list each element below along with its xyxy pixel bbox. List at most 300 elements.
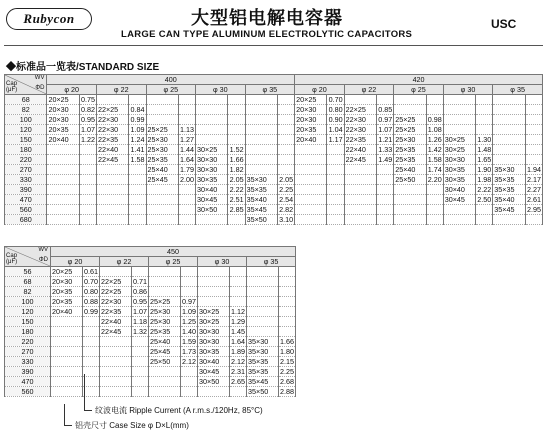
ripple-current-cell: 1.29: [231, 317, 245, 326]
ripple-current-cell: 2.27: [527, 185, 541, 194]
case-size-cell: 35×35: [245, 185, 277, 195]
ripple-current-cell: 2.31: [231, 367, 245, 376]
table-row: [5, 95, 543, 105]
ripple-current-cell: [327, 165, 344, 175]
ripple-current-cell: 1.64: [231, 337, 245, 346]
case-size-cell: [149, 287, 181, 297]
case-size-cell: [146, 95, 178, 105]
ripple-current-cell: 0.88: [84, 297, 98, 306]
ripple-current-cell: 1.26: [427, 135, 442, 144]
case-size-cell: 30×25: [443, 145, 475, 155]
case-size-cell: 25×25: [394, 115, 426, 125]
ripple-current-cell: [327, 175, 344, 185]
ripple-current-cell: [476, 95, 493, 105]
case-size-cell: 20×35: [295, 125, 327, 135]
case-size-cell: [443, 105, 475, 115]
table-row: [5, 327, 296, 337]
case-size-cell: 20×30: [47, 115, 79, 125]
case-size-cell: 35×35: [493, 175, 525, 185]
case-size-cell: 30×35: [196, 175, 228, 185]
ripple-current-cell: [476, 205, 493, 215]
ripple-current-cell: 2.88: [280, 387, 295, 396]
case-size-cell: [146, 205, 178, 215]
ripple-current-cell: [277, 165, 294, 175]
table-row: [5, 185, 543, 195]
ripple-current-cell: [426, 185, 443, 195]
ripple-current-cell: [178, 105, 195, 115]
ripple-current-cell: 1.64: [180, 155, 195, 164]
diameter-label: ΦD: [35, 85, 45, 91]
ripple-current-cell: [525, 115, 542, 125]
ripple-current-cell: 1.21: [378, 135, 393, 144]
case-size-cell: [47, 165, 79, 175]
voltage-450: 450: [51, 247, 296, 257]
ripple-current-cell: [83, 337, 100, 347]
ripple-current-cell: [79, 185, 96, 195]
case-size-cell: 25×30: [149, 317, 181, 327]
ripple-current-cell: [83, 377, 100, 387]
ripple-current-cell: 1.59: [182, 337, 196, 346]
ripple-current-cell: [525, 105, 542, 115]
case-size-cell: 30×35: [198, 347, 230, 357]
capacitance-cell: 560: [5, 205, 47, 215]
ripple-current-cell: 1.65: [477, 155, 492, 164]
cap-label-line2: (μF): [6, 87, 18, 93]
case-size-cell: 25×25: [146, 125, 178, 135]
case-size-cell: [198, 267, 230, 277]
ripple-current-cell: [132, 387, 149, 397]
case-size-cell: [146, 105, 178, 115]
case-size-cell: 20×30: [47, 105, 79, 115]
case-size-cell: [295, 175, 327, 185]
case-size-cell: [47, 175, 79, 185]
case-size-cell: 25×30: [149, 307, 181, 317]
case-size-cell: [295, 165, 327, 175]
table-row: [5, 125, 543, 135]
case-size-cell: 35×30: [493, 165, 525, 175]
case-size-cell: [47, 215, 79, 225]
table-row: [5, 347, 296, 357]
ripple-current-cell: 1.04: [328, 125, 343, 134]
table-row: [5, 115, 543, 125]
case-size-cell: [493, 135, 525, 145]
case-size-cell: [295, 145, 327, 155]
ripple-current-cell: [79, 175, 96, 185]
case-size-cell: 25×25: [394, 125, 426, 135]
case-size-cell: [247, 287, 279, 297]
ripple-current-cell: 1.90: [477, 165, 492, 174]
case-size-cell: [100, 357, 132, 367]
voltage-420: 420: [295, 75, 543, 85]
case-size-cell: [47, 155, 79, 165]
case-size-cell: 22×35: [344, 135, 376, 145]
ripple-current-cell: 1.82: [229, 165, 244, 174]
ripple-current-cell: [327, 215, 344, 225]
capacitance-cell: 100: [5, 115, 47, 125]
case-size-cell: 30×30: [443, 155, 475, 165]
diameter-header: φ 25: [149, 257, 198, 267]
table-row: [5, 387, 296, 397]
ripple-current-cell: 2.05: [279, 175, 294, 184]
ripple-current-cell: 2.65: [231, 377, 245, 386]
ripple-current-cell: 0.70: [84, 277, 98, 286]
case-size-cell: 22×45: [344, 155, 376, 165]
case-size-cell: 35×35: [493, 185, 525, 195]
capacitance-cell: 220: [5, 155, 47, 165]
diameter-header: φ 22: [100, 257, 149, 267]
case-size-cell: [394, 205, 426, 215]
cap-label: [6, 81, 17, 93]
ripple-current-cell: 1.73: [182, 347, 196, 356]
case-size-cell: 22×40: [344, 145, 376, 155]
brand-logo: Rubycon: [6, 8, 92, 30]
ripple-current-cell: 2.15: [280, 357, 295, 366]
capacitance-cell: 390: [5, 367, 51, 377]
ripple-current-cell: [132, 337, 149, 347]
ripple-current-cell: 2.00: [180, 175, 195, 184]
standard-size-table-400-420: [4, 74, 543, 225]
table-row: [5, 277, 296, 287]
ripple-current-cell: [279, 317, 296, 327]
case-size-cell: 22×30: [100, 297, 132, 307]
ripple-current-cell: [129, 95, 146, 105]
case-size-cell: [196, 95, 228, 105]
ripple-current-cell: [279, 277, 296, 287]
ripple-current-cell: 2.17: [527, 175, 541, 184]
case-size-cell: 20×35: [51, 287, 83, 297]
diameter-header: φ 22: [344, 85, 394, 95]
ripple-current-cell: 2.20: [427, 175, 442, 184]
case-size-cell: [245, 125, 277, 135]
ripple-current-cell: 1.18: [133, 317, 147, 326]
ripple-current-cell: [277, 115, 294, 125]
case-size-cell: [247, 277, 279, 287]
ripple-current-cell: [181, 277, 198, 287]
ripple-current-cell: 1.45: [231, 327, 245, 336]
diameter-header-row: [5, 85, 543, 95]
ripple-current-cell: [129, 195, 146, 205]
case-size-cell: 20×30: [295, 115, 327, 125]
table-row: [5, 337, 296, 347]
case-size-cell: [443, 205, 475, 215]
ripple-current-cell: 1.98: [477, 175, 492, 184]
diameter-header: φ 30: [443, 85, 493, 95]
ripple-current-cell: [377, 175, 394, 185]
ripple-current-cell: 0.84: [130, 105, 145, 114]
ripple-current-cell: [476, 105, 493, 115]
ripple-current-cell: [525, 95, 542, 105]
ripple-current-cell: 1.49: [378, 155, 393, 164]
ripple-current-cell: [83, 327, 100, 337]
case-size-cell: [51, 367, 83, 377]
case-size-cell: [245, 95, 277, 105]
case-size-cell: [443, 95, 475, 105]
case-size-cell: 35×35: [247, 367, 279, 377]
case-size-cell: 22×45: [96, 155, 128, 165]
ripple-current-cell: 0.99: [84, 307, 98, 316]
ripple-current-cell: 0.86: [133, 287, 147, 296]
ripple-current-cell: 1.79: [180, 165, 195, 174]
ripple-current-cell: [132, 347, 149, 357]
table-row: [5, 287, 296, 297]
ripple-current-cell: 1.80: [280, 347, 295, 356]
capacitance-cell: 390: [5, 185, 47, 195]
case-size-cell: [443, 215, 475, 225]
case-size-cell: [295, 185, 327, 195]
case-size-cell: [196, 115, 228, 125]
table-row: [5, 307, 296, 317]
case-size-cell: [344, 175, 376, 185]
ripple-current-cell: [83, 347, 100, 357]
case-size-cell: 30×50: [196, 205, 228, 215]
ripple-current-cell: [377, 195, 394, 205]
case-size-cell: 30×45: [196, 195, 228, 205]
ripple-current-cell: 0.80: [328, 105, 343, 114]
case-size-cell: [245, 135, 277, 145]
case-size-cell: 20×30: [295, 105, 327, 115]
ripple-current-cell: 2.82: [279, 205, 294, 214]
case-size-cell: [149, 377, 181, 387]
case-size-cell: [245, 105, 277, 115]
voltage-header-row: [5, 75, 543, 85]
ripple-current-cell: [277, 125, 294, 135]
ripple-current-cell: [178, 115, 195, 125]
case-size-cell: 25×25: [149, 297, 181, 307]
case-size-cell: [51, 387, 83, 397]
voltage-header-row: [5, 247, 296, 257]
case-size-cell: [344, 165, 376, 175]
ripple-current-cell: 1.30: [477, 135, 492, 144]
ripple-current-cell: 1.74: [427, 165, 442, 174]
page-title-en: LARGE CAN TYPE ALUMINUM ELECTROLYTIC CAPACITORS: [121, 29, 413, 40]
ripple-current-cell: [277, 145, 294, 155]
case-size-cell: [493, 215, 525, 225]
diameter-header: φ 35: [493, 85, 543, 95]
ripple-current-cell: [230, 387, 247, 397]
case-size-cell: 30×25: [198, 307, 230, 317]
ripple-current-cell: [327, 195, 344, 205]
ripple-current-cell: 0.85: [378, 105, 393, 114]
ripple-current-cell: 0.71: [133, 277, 147, 286]
ripple-current-cell: 1.42: [427, 145, 442, 154]
ripple-current-cell: 1.09: [130, 125, 145, 134]
table-corner: [5, 75, 47, 95]
ripple-current-cell: [79, 215, 96, 225]
ripple-current-cell: [426, 205, 443, 215]
case-size-cell: 35×45: [493, 205, 525, 215]
ripple-current-cell: 2.51: [229, 195, 244, 204]
ripple-current-cell: [129, 185, 146, 195]
ripple-current-cell: [279, 307, 296, 317]
case-size-cell: 25×45: [149, 347, 181, 357]
table-row: [5, 175, 543, 185]
table-row: [5, 105, 543, 115]
case-size-cell: 25×50: [394, 175, 426, 185]
case-size-cell: [245, 155, 277, 165]
table-corner: [5, 247, 51, 267]
ripple-current-cell: [79, 165, 96, 175]
case-size-cell: 25×35: [149, 327, 181, 337]
case-size-cell: 25×35: [394, 145, 426, 155]
case-size-cell: 25×30: [146, 145, 178, 155]
ripple-current-cell: 0.97: [378, 115, 393, 124]
case-size-cell: [51, 337, 83, 347]
case-size-cell: 25×50: [149, 357, 181, 367]
ripple-current-cell: [277, 135, 294, 145]
table-row: [5, 367, 296, 377]
section-title: ◆标准品一览表/STANDARD SIZE: [6, 62, 160, 73]
ripple-current-cell: 1.52: [229, 145, 244, 154]
ripple-current-cell: [377, 215, 394, 225]
diameter-header: φ 20: [51, 257, 100, 267]
ripple-current-cell: 1.94: [527, 165, 541, 174]
table-row: [5, 145, 543, 155]
case-size-cell: 30×45: [198, 367, 230, 377]
case-size-cell: 35×50: [247, 387, 279, 397]
case-size-cell: 35×40: [493, 195, 525, 205]
case-size-cell: 35×45: [245, 205, 277, 215]
capacitance-cell: 470: [5, 377, 51, 387]
case-size-cell: [344, 195, 376, 205]
case-size-cell: [344, 215, 376, 225]
capacitance-cell: 120: [5, 125, 47, 135]
case-size-cell: 25×40: [149, 337, 181, 347]
case-size-cell: [394, 105, 426, 115]
case-size-cell: [100, 267, 132, 277]
capacitance-cell: 68: [5, 277, 51, 287]
case-size-cell: 22×40: [96, 145, 128, 155]
ripple-current-cell: [525, 135, 542, 145]
case-size-cell: [198, 387, 230, 397]
case-size-cell: [146, 195, 178, 205]
ripple-current-cell: [79, 195, 96, 205]
capacitance-cell: 150: [5, 135, 47, 145]
case-size-cell: [245, 115, 277, 125]
ripple-current-cell: 1.07: [378, 125, 393, 134]
case-size-cell: [344, 205, 376, 215]
ripple-current-cell: 1.09: [182, 307, 196, 316]
case-size-cell: [198, 287, 230, 297]
ripple-current-cell: [181, 267, 198, 277]
case-size-cell: 35×30: [247, 347, 279, 357]
ripple-current-cell: [277, 105, 294, 115]
ripple-current-cell: 0.82: [80, 105, 95, 114]
ripple-current-cell: 0.99: [130, 115, 145, 124]
ripple-current-cell: [129, 215, 146, 225]
ripple-current-cell: [228, 105, 245, 115]
page-title-cn: 大型铝电解电容器: [191, 8, 343, 28]
ripple-current-cell: [181, 287, 198, 297]
table-row: [5, 155, 543, 165]
case-size-cell: 20×35: [47, 125, 79, 135]
ripple-current-cell: [525, 125, 542, 135]
case-size-cell: [247, 317, 279, 327]
ripple-current-cell: [327, 205, 344, 215]
ripple-current-cell: 2.05: [229, 175, 244, 184]
ripple-current-cell: [277, 95, 294, 105]
ripple-current-cell: 0.98: [427, 115, 442, 124]
case-size-cell: [100, 377, 132, 387]
case-size-cell: [96, 175, 128, 185]
diameter-header: φ 25: [146, 85, 196, 95]
capacitance-cell: 560: [5, 387, 51, 397]
case-size-cell: [149, 367, 181, 377]
capacitance-cell: 82: [5, 287, 51, 297]
case-size-cell: [493, 145, 525, 155]
diameter-header: φ 20: [47, 85, 97, 95]
case-size-cell: 22×25: [100, 277, 132, 287]
ripple-current-cell: 1.17: [328, 135, 343, 144]
table-row: [5, 317, 296, 327]
case-size-cell: [493, 95, 525, 105]
case-size-cell: 22×30: [96, 115, 128, 125]
table-row: [5, 205, 543, 215]
ripple-current-cell: 0.80: [84, 287, 98, 296]
ripple-current-cell: 1.44: [180, 145, 195, 154]
ripple-current-cell: 0.97: [182, 297, 196, 306]
ripple-current-cell: [79, 145, 96, 155]
ripple-current-cell: [377, 185, 394, 195]
ripple-current-cell: 1.27: [180, 135, 195, 144]
ripple-current-cell: 1.24: [130, 135, 145, 144]
diameter-header: φ 22: [96, 85, 146, 95]
case-size-cell: [344, 95, 376, 105]
case-size-cell: 25×30: [146, 135, 178, 145]
ripple-current-cell: 2.25: [280, 367, 295, 376]
ripple-current-cell: [476, 115, 493, 125]
case-size-cell: [493, 125, 525, 135]
table-row: [5, 377, 296, 387]
ripple-current-cell: 2.61: [527, 195, 541, 204]
ripple-current-cell: [426, 105, 443, 115]
case-size-cell: 25×45: [146, 175, 178, 185]
case-size-cell: 22×25: [100, 287, 132, 297]
ripple-current-cell: [228, 135, 245, 145]
case-size-cell: [51, 377, 83, 387]
case-size-cell: [295, 155, 327, 165]
case-size-cell: [100, 387, 132, 397]
case-size-cell: [47, 205, 79, 215]
capacitance-cell: 82: [5, 105, 47, 115]
diameter-header: φ 20: [295, 85, 345, 95]
ripple-current-cell: [327, 155, 344, 165]
capacitance-cell: 680: [5, 215, 47, 225]
case-size-cell: [245, 145, 277, 155]
ripple-current-cell: 2.12: [231, 357, 245, 366]
case-size-cell: [96, 95, 128, 105]
ripple-current-cell: [277, 155, 294, 165]
ripple-current-cell: 1.58: [427, 155, 442, 164]
capacitance-cell: 330: [5, 175, 47, 185]
case-size-cell: 35×40: [245, 195, 277, 205]
ripple-callout-line: [84, 374, 85, 410]
case-size-cell: [493, 105, 525, 115]
case-size-cell: [198, 277, 230, 287]
ripple-current-cell: [132, 377, 149, 387]
ripple-current-cell: [426, 195, 443, 205]
case-size-cell: [443, 125, 475, 135]
capacitance-cell: 120: [5, 307, 51, 317]
case-size-cell: 22×25: [344, 105, 376, 115]
ripple-current-cell: [377, 95, 394, 105]
case-size-cell: 35×50: [245, 215, 277, 225]
ripple-current-cell: [426, 95, 443, 105]
ripple-current-cell: [83, 367, 100, 377]
ripple-current-cell: 1.58: [130, 155, 145, 164]
ripple-current-cell: [228, 125, 245, 135]
ripple-current-cell: [132, 367, 149, 377]
case-size-cell: [394, 215, 426, 225]
